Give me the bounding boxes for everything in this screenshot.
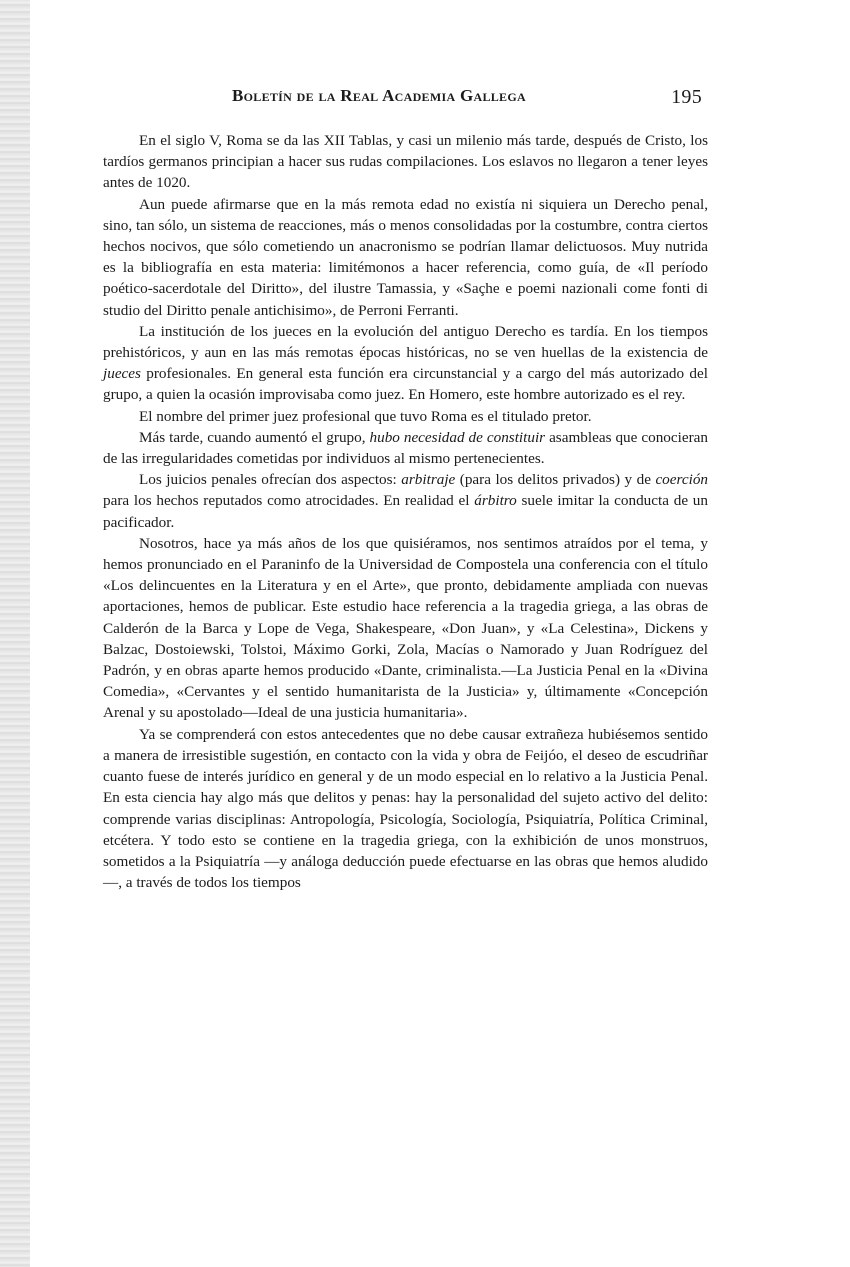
- paragraph-7: Nosotros, hace ya más años de los que quisiéramos, nos sentimos atraídos por el tema, y hemos pronunciado en el Paraninfo de la Universidad de Compostela una conferencia con el título «Los delincuentes en la Literatura y en el Arte», que pronto, debidamente ampliada con nuevas aportaciones, hemos de publicar. Este estudio hace referencia a la tragedia griega, a las obras de Calderón de la Barca y Lope de Vega, Shakespeare, «Don Juan», y «La Celestina», Dickens y Balzac, Dostoiewski, Tolstoi, Máximo Gorki, Zola, Macías o Namorado y Juan Rodríguez del Padrón, y en obras aparte hemos producido «Dante, criminalista.—La Justicia Penal en la «Divina Comedia», «Cervantes y el sentido humanitarista de la Justicia» y, últimamente «Concepción Arenal y su apostolado—Ideal de una justicia humanitaria».: [103, 534, 708, 722]
- paragraph-6: [103, 469, 708, 533]
- paragraph-6-emphasis-3: árbitro: [474, 492, 517, 510]
- paragraph-5-text-a: Más tarde, cuando aumentó el grupo,: [139, 428, 370, 446]
- paragraph-1: En el siglo V, Roma se da las XII Tablas, y casi un milenio más tarde, después de Cristo, los tardíos germanos principian a hacer sus rudas compilaciones. Los eslavos no llegaron a tener leyes antes de 1020.: [103, 132, 708, 192]
- paragraph-3-text-a: La institución de los jueces en la evolución del antiguo Derecho es tardía. En los tiempos prehistóricos, y aun en las más remotas épocas históricas, no se ven huellas de la existencia de: [103, 322, 708, 362]
- paragraph-8: Ya se comprenderá con estos antecedentes que no debe causar extrañeza hubiésemos sentido a manera de irresistible sugestión, en contacto con la vida y obra de Feijóo, el deseo de escudriñar cuanto fuese de interés jurídico en general y de un modo especial en lo relativo a la Justicia Penal. En esta ciencia hay algo más que delitos y penas: hay la personalidad del sujeto activo del delito: comprende varias disciplinas: Antropología, Psicología, Sociología, Psiquiatría, Política Criminal, etcétera. Y todo esto se contiene en la tragedia griega, con la exhibición de unos monstruos, sometidos a la Psiquiatría —y análoga deducción puede efectuarse en las obras que hemos aludido—, a través de todos los tiempos: [103, 725, 708, 892]
- paragraph-6-text-d: suele imitar la conducta de un pacificador.: [103, 492, 708, 531]
- paragraph-6-emphasis-2: coerción: [655, 471, 709, 489]
- paragraph-6-text-a: Los juicios penales ofrecían dos aspectos:: [139, 471, 402, 489]
- page-number: 195: [671, 86, 702, 108]
- paragraph-6-emphasis-1: arbitraje: [401, 471, 456, 489]
- paragraph-5-emphasis: hubo necesidad de constituir: [369, 428, 546, 446]
- paragraph-5: [103, 427, 708, 469]
- page-binding-edge: [0, 0, 30, 1267]
- paragraph-4: El nombre del primer juez profesional que tuvo Roma es el titulado pretor.: [139, 407, 592, 425]
- paragraph-3-emphasis: jueces: [103, 365, 141, 383]
- paragraph-3-text-b: profesionales. En general esta función era circunstancial y a cargo del más autorizado del grupo, a quien la ocasión improvisaba como juez. En Homero, este hombre autorizado es el rey.: [103, 365, 708, 404]
- body-text: [103, 130, 708, 893]
- running-title: Boletín de la Real Academia Gallega: [232, 86, 526, 105]
- paragraph-5-text-b: asambleas que conocieran de las irregularidades cometidas por individuos al mismo pertenecientes.: [103, 428, 708, 468]
- paragraph-3: [103, 321, 708, 406]
- page-header: [232, 86, 702, 114]
- paragraph-6-text-b: (para los delitos privados) y de: [455, 471, 656, 489]
- paragraph-6-text-c: para los hechos reputados como atrocidades. En realidad el: [103, 492, 475, 510]
- paragraph-2: Aun puede afirmarse que en la más remota edad no existía ni siquiera un Derecho penal, sino, tan sólo, un sistema de reacciones, más o menos consolidadas por la costumbre, contra ciertos hechos nocivos, que sólo cometiendo un anacronismo se podrían llamar delictuosos. Muy nutrida es la bibliografía en esta materia: limitémonos a hacer referencia, como guía, de «Il período poético-sacerdotale del Diritto», del ilustre Tamassia, y «Saçhe e poemi nazionali come fonti di studio del Diritto penale antichisimo», de Perroni Ferranti.: [103, 195, 708, 319]
